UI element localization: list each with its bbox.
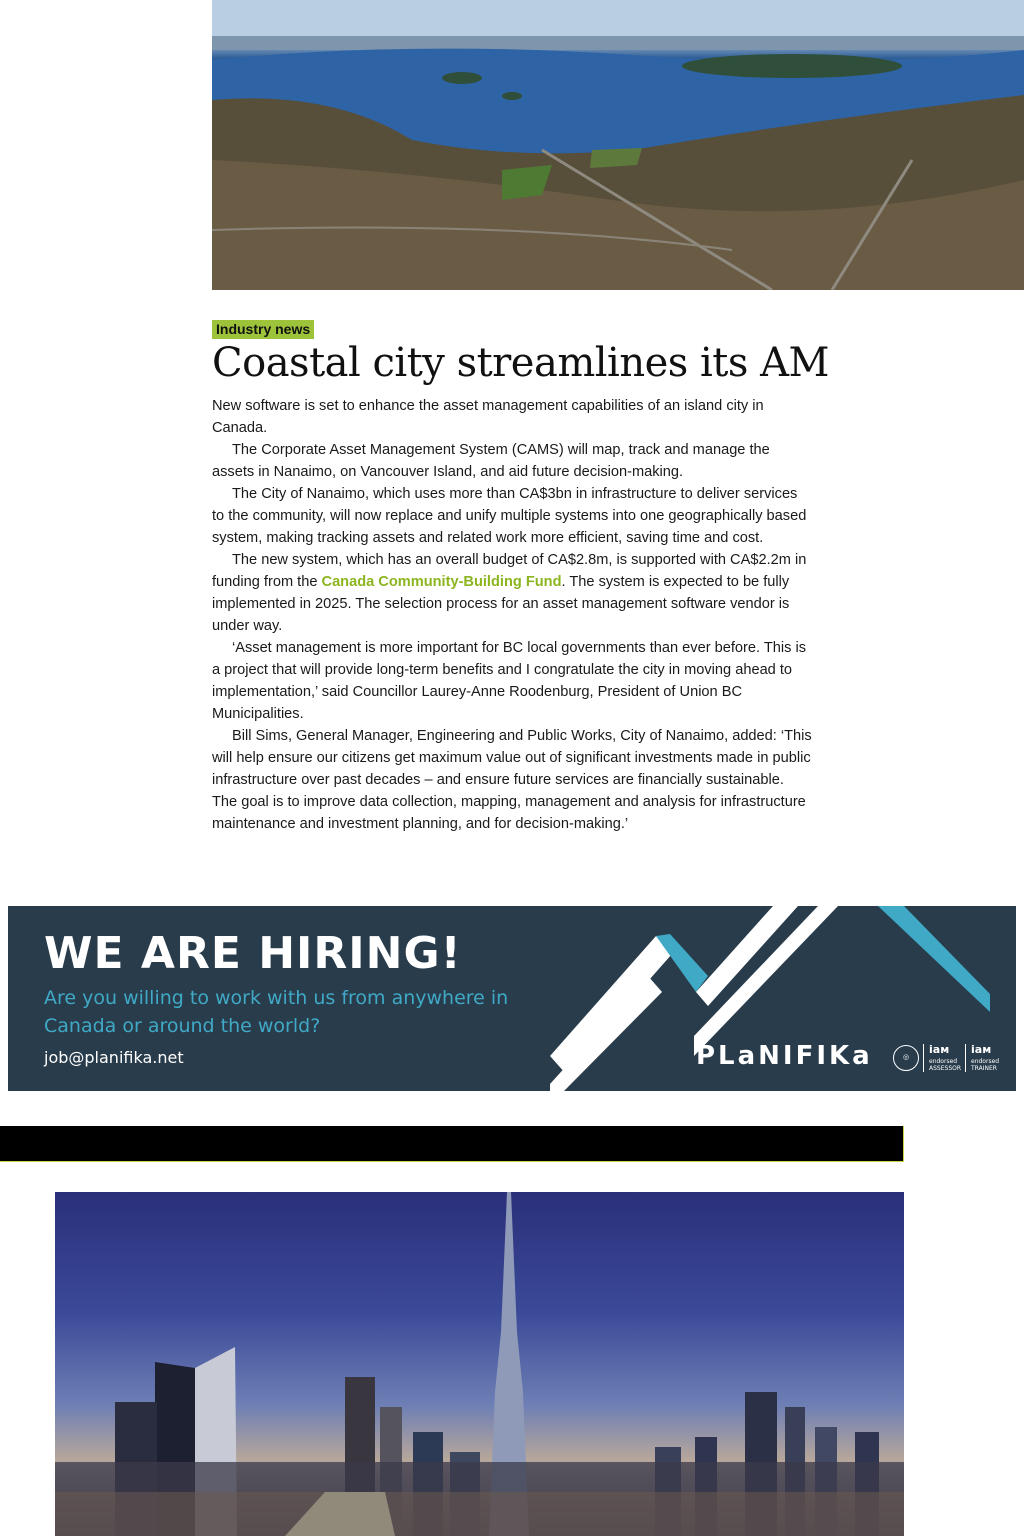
iam-seal-icon: ◎ [893, 1045, 919, 1071]
article-paragraph: The City of Nanaimo, which uses more than CA$3bn in infrastructure to deliver services to the community, will now replace and unify multiple systems into one geographically based system, making tracking assets and related work more efficient, saving time and cost. [212, 486, 807, 546]
section-tag: Industry news [212, 320, 314, 339]
iam-trainer-brand: iaм [971, 1043, 992, 1056]
iam-trainer-line1: endorsed [971, 1058, 1000, 1065]
badge-divider [965, 1044, 966, 1072]
article-paragraph [212, 549, 812, 637]
banner-subtitle: Are you willing to work with us from anywhere in Canada or around the world? [44, 987, 509, 1037]
paragraph-text: . The system is expected to be fully implemented in 2025. The selection process for an asset management software vendor is under way. [212, 574, 790, 634]
article-paragraph: The Corporate Asset Management System (CAMS) will map, track and manage the assets in Nanaimo, on Vancouver Island, and aid future decision-making. [212, 442, 770, 480]
skyline-illustration [55, 1192, 904, 1536]
iam-trainer-line2: TRAINER [971, 1065, 997, 1072]
city-skyline-photo [55, 1192, 904, 1536]
iam-assessor-brand: iaм [929, 1043, 950, 1056]
article-headline: Coastal city streamlines its AM [212, 340, 829, 386]
iam-endorsement-badges [893, 1040, 1003, 1076]
article-paragraph: Bill Sims, General Manager, Engineering and Public Works, City of Nanaimo, added: ‘This will help ensure our citizens get maximum value out of significant investments made in public infrastructure over past decades – and ensure future services are financially sustainable. The goal is to improve data collection, mapping, management and analysis for infrastructure maintenance and investment planning, and for decision-making.’ [212, 728, 812, 832]
paragraph-text: The new system, which has an overall budget of CA$2.8m, is supported with CA$2.2m in funding from the [212, 552, 807, 590]
article-paragraph: ‘Asset management is more important for BC local governments than ever before. This is a project that will provide long-term benefits and I congratulate the city in moving ahead to implementation,’ said Councillor Laurey-Anne Roodenburg, President of Union BC Municipalities. [212, 640, 807, 722]
badge-divider [923, 1044, 924, 1072]
iam-assessor-line2: ASSESSOR [929, 1065, 962, 1072]
banner-email-link[interactable]: job@planifika.net [44, 1048, 184, 1067]
coastal-city-aerial-photo [212, 0, 1024, 290]
article-body [212, 395, 812, 835]
iam-assessor-line1: endorsed [929, 1058, 958, 1065]
fund-link[interactable]: Canada Community-Building Fund [321, 574, 562, 590]
aerial-photo-illustration [212, 0, 1024, 290]
planifika-logo: PLaNIFIKa [696, 1041, 873, 1071]
banner-title: WE ARE HIRING! [44, 928, 462, 979]
article-paragraph: New software is set to enhance the asset management capabilities of an island city in Canada. [212, 398, 764, 436]
section-divider-bar [0, 1126, 904, 1162]
hiring-advert-banner[interactable] [8, 906, 1016, 1091]
